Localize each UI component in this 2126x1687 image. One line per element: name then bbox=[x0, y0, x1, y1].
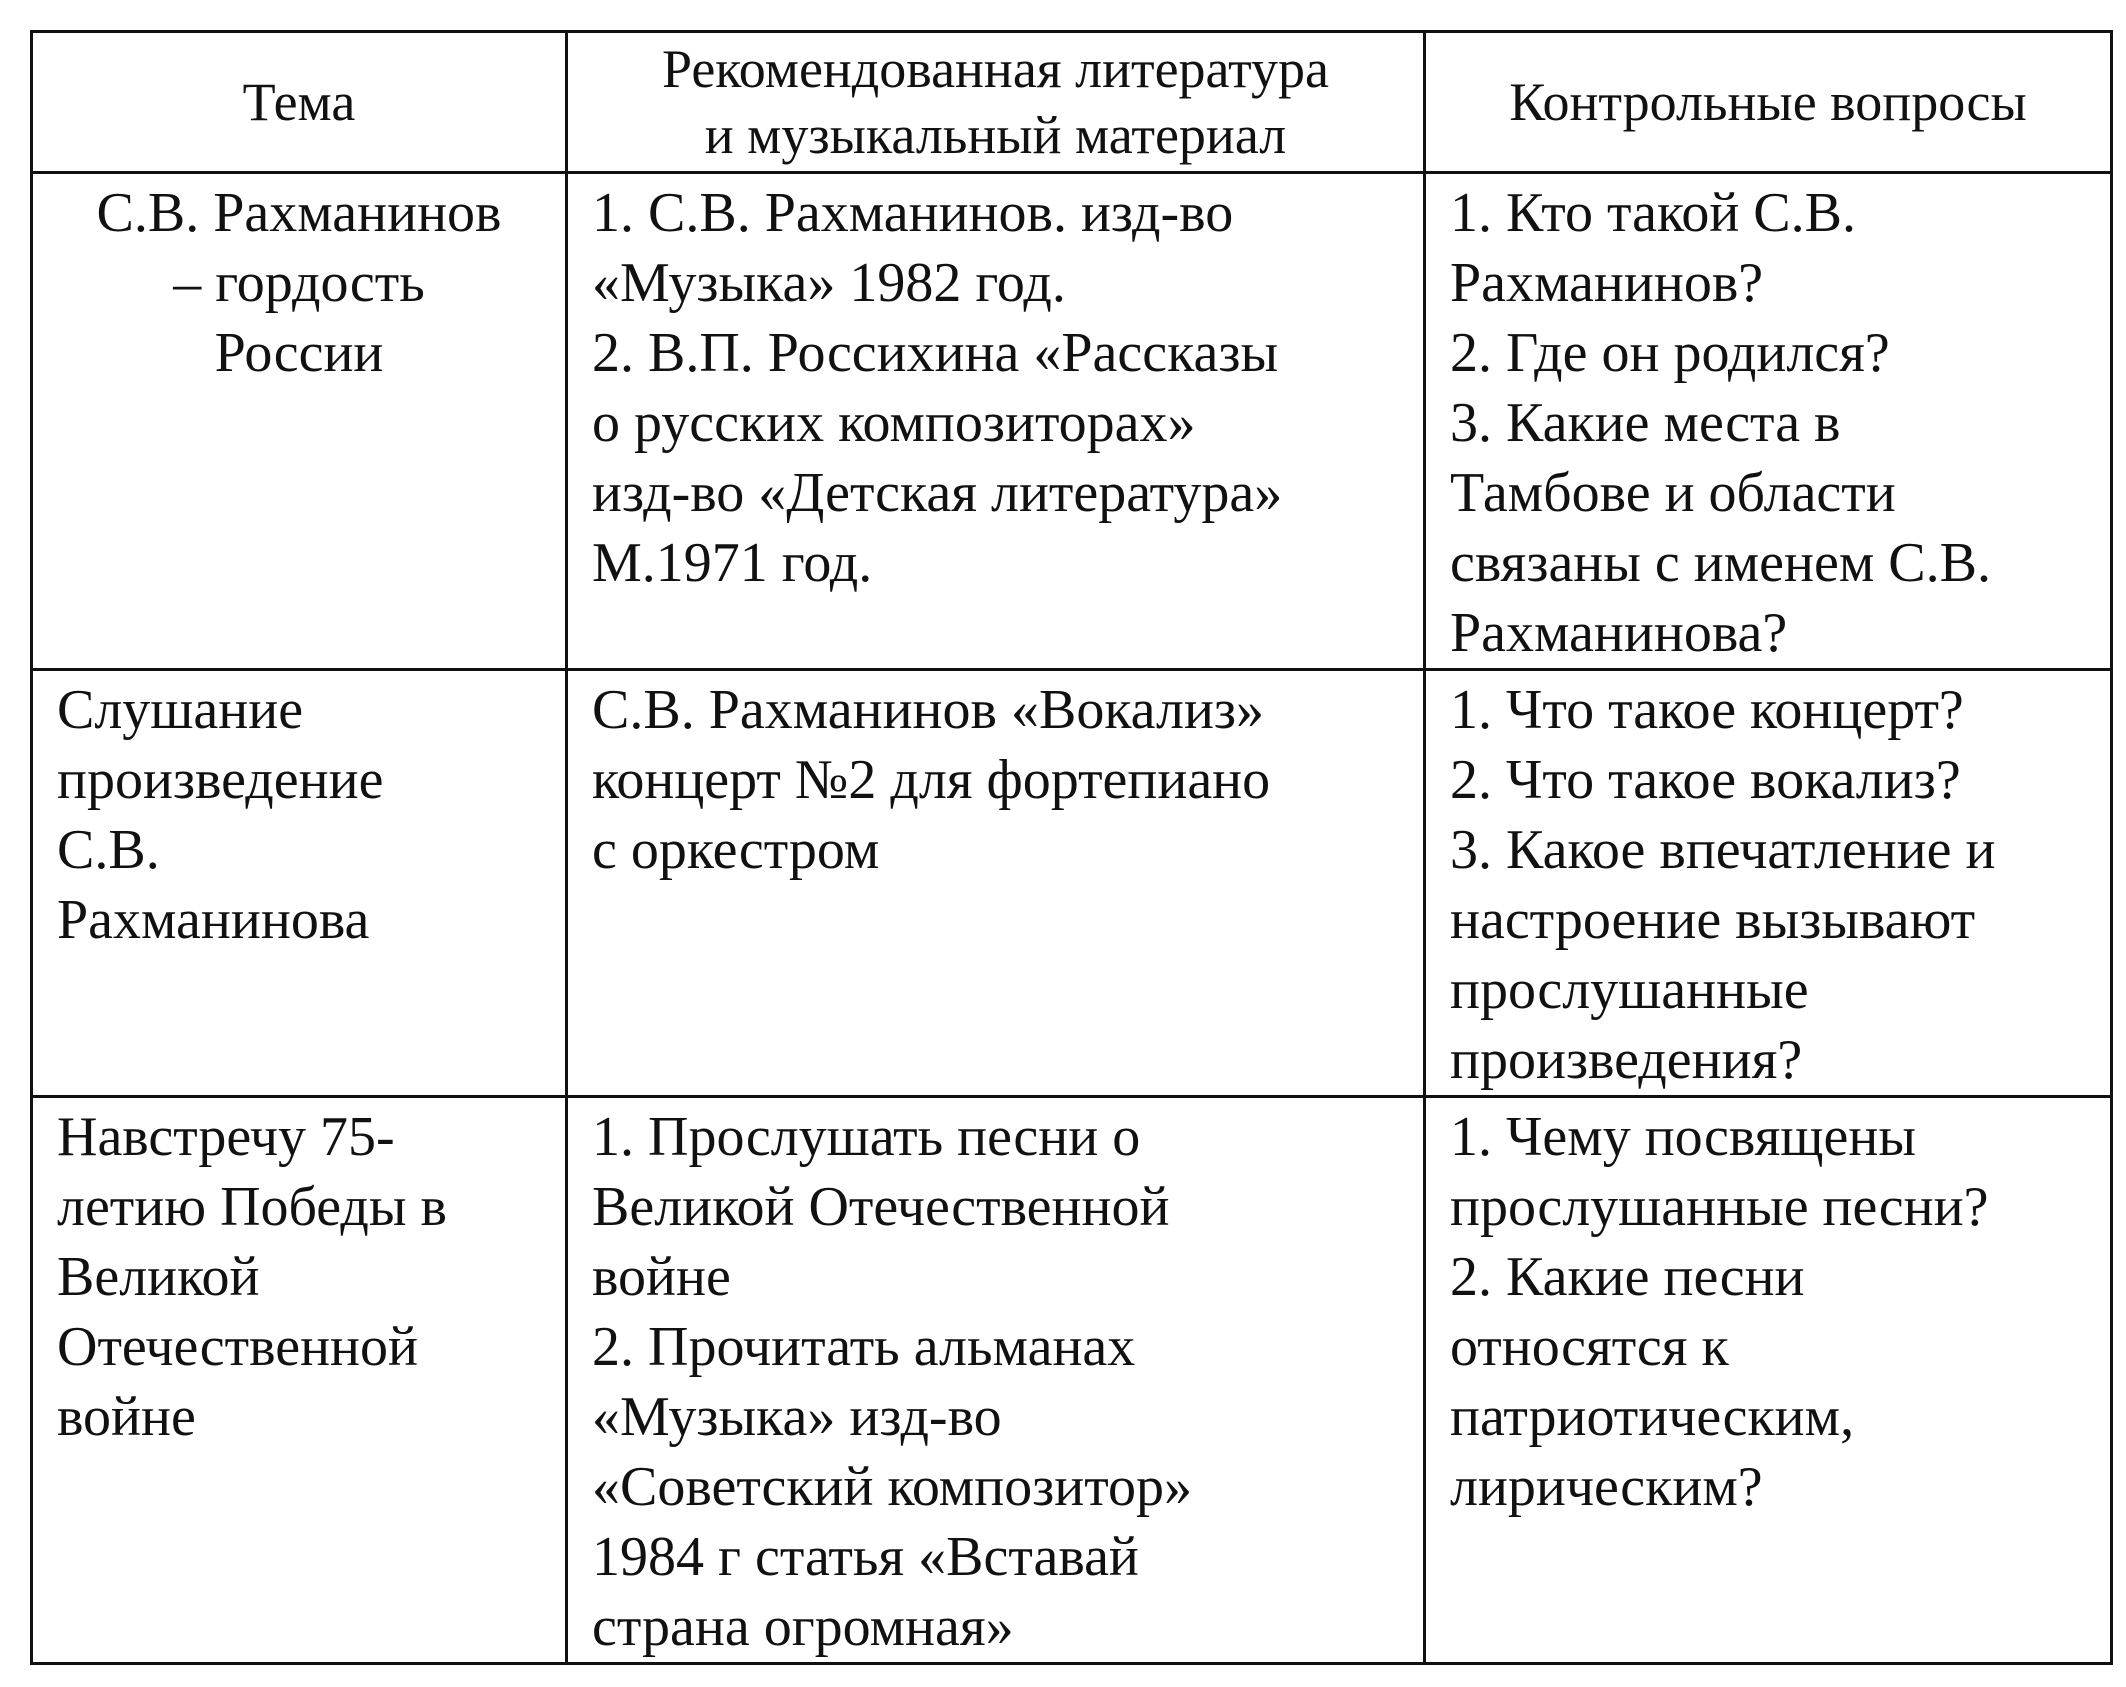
literature-cell bbox=[567, 1097, 1425, 1664]
theme-line: Слушание bbox=[57, 679, 304, 741]
theme-line: С.В. Рахманинов bbox=[96, 182, 502, 244]
literature-line: с оркестром bbox=[592, 819, 880, 881]
literature-line: страна огромная» bbox=[592, 1596, 1014, 1658]
question-line: 1. Чему посвящены bbox=[1450, 1106, 1916, 1168]
question-line: 2. Что такое вокализ? bbox=[1450, 749, 1961, 811]
literature-cell bbox=[567, 173, 1425, 670]
question-line: произведения? bbox=[1450, 1029, 1803, 1091]
literature-line: 2. Прочитать альманах bbox=[592, 1316, 1136, 1378]
questions-cell bbox=[1425, 670, 2112, 1097]
literature-cell bbox=[567, 670, 1425, 1097]
question-line: патриотическим, bbox=[1450, 1386, 1855, 1448]
literature-line: войне bbox=[592, 1246, 731, 1308]
question-line: 3. Какие места в bbox=[1450, 392, 1841, 454]
theme-line: летию Победы в bbox=[57, 1176, 447, 1238]
question-line: прослушанные песни? bbox=[1450, 1176, 1989, 1238]
literature-line: 1. Прослушать песни о bbox=[592, 1106, 1141, 1168]
question-line: 2. Где он родился? bbox=[1450, 322, 1890, 384]
theme-line: России bbox=[214, 322, 384, 384]
question-line: 2. Какие песни bbox=[1450, 1246, 1805, 1308]
theme-line: С.В. bbox=[57, 819, 160, 881]
questions-cell bbox=[1425, 1097, 2112, 1664]
theme-line: Навстречу 75- bbox=[57, 1106, 395, 1168]
syllabus-table bbox=[30, 30, 2113, 1665]
question-line: Рахманинов? bbox=[1450, 252, 1764, 314]
question-line: Тамбове и области bbox=[1450, 462, 1896, 524]
theme-line: Рахманинова bbox=[57, 889, 370, 951]
literature-line: Великой Отечественной bbox=[592, 1176, 1170, 1238]
table-header-row bbox=[32, 32, 2112, 173]
question-line: 3. Какое впечатление и bbox=[1450, 819, 1996, 881]
theme-line: войне bbox=[57, 1386, 196, 1448]
header-literature bbox=[567, 32, 1425, 173]
literature-line: изд-во «Детская литература» bbox=[592, 462, 1283, 524]
theme-cell bbox=[32, 173, 567, 670]
question-line: прослушанные bbox=[1450, 959, 1809, 1021]
theme-line: произведение bbox=[57, 749, 384, 811]
question-line: Рахманинова? bbox=[1450, 602, 1788, 664]
literature-line: «Советский композитор» bbox=[592, 1456, 1193, 1518]
header-literature-line: Рекомендованная литература bbox=[662, 39, 1329, 99]
header-theme: Тема bbox=[32, 32, 567, 173]
literature-line: С.В. Рахманинов «Вокализ» bbox=[592, 679, 1265, 741]
question-line: лирическим? bbox=[1450, 1456, 1763, 1518]
header-questions: Контрольные вопросы bbox=[1425, 32, 2112, 173]
theme-line: Великой bbox=[57, 1246, 260, 1308]
literature-line: концерт №2 для фортепиано bbox=[592, 749, 1271, 811]
literature-line: о русских композиторах» bbox=[592, 392, 1196, 454]
question-line: 1. Кто такой С.В. bbox=[1450, 182, 1856, 244]
questions-cell bbox=[1425, 173, 2112, 670]
theme-cell bbox=[32, 1097, 567, 1664]
literature-line: «Музыка» 1982 год. bbox=[592, 252, 1066, 314]
table-row bbox=[32, 670, 2112, 1097]
theme-line: Отечественной bbox=[57, 1316, 418, 1378]
literature-line: 2. В.П. Россихина «Рассказы bbox=[592, 322, 1279, 384]
literature-line: М.1971 год. bbox=[592, 532, 873, 594]
table-row bbox=[32, 173, 2112, 670]
question-line: настроение вызывают bbox=[1450, 889, 1976, 951]
table-row bbox=[32, 1097, 2112, 1664]
question-line: относятся к bbox=[1450, 1316, 1729, 1378]
literature-line: «Музыка» изд-во bbox=[592, 1386, 1002, 1448]
theme-line: – гордость bbox=[173, 252, 425, 314]
question-line: 1. Что такое концерт? bbox=[1450, 679, 1964, 741]
header-literature-line: и музыкальный материал bbox=[704, 105, 1287, 165]
literature-line: 1. С.В. Рахманинов. изд-во bbox=[592, 182, 1234, 244]
theme-cell bbox=[32, 670, 567, 1097]
question-line: связаны с именем С.В. bbox=[1450, 532, 1991, 594]
literature-line: 1984 г статья «Вставай bbox=[592, 1526, 1139, 1588]
